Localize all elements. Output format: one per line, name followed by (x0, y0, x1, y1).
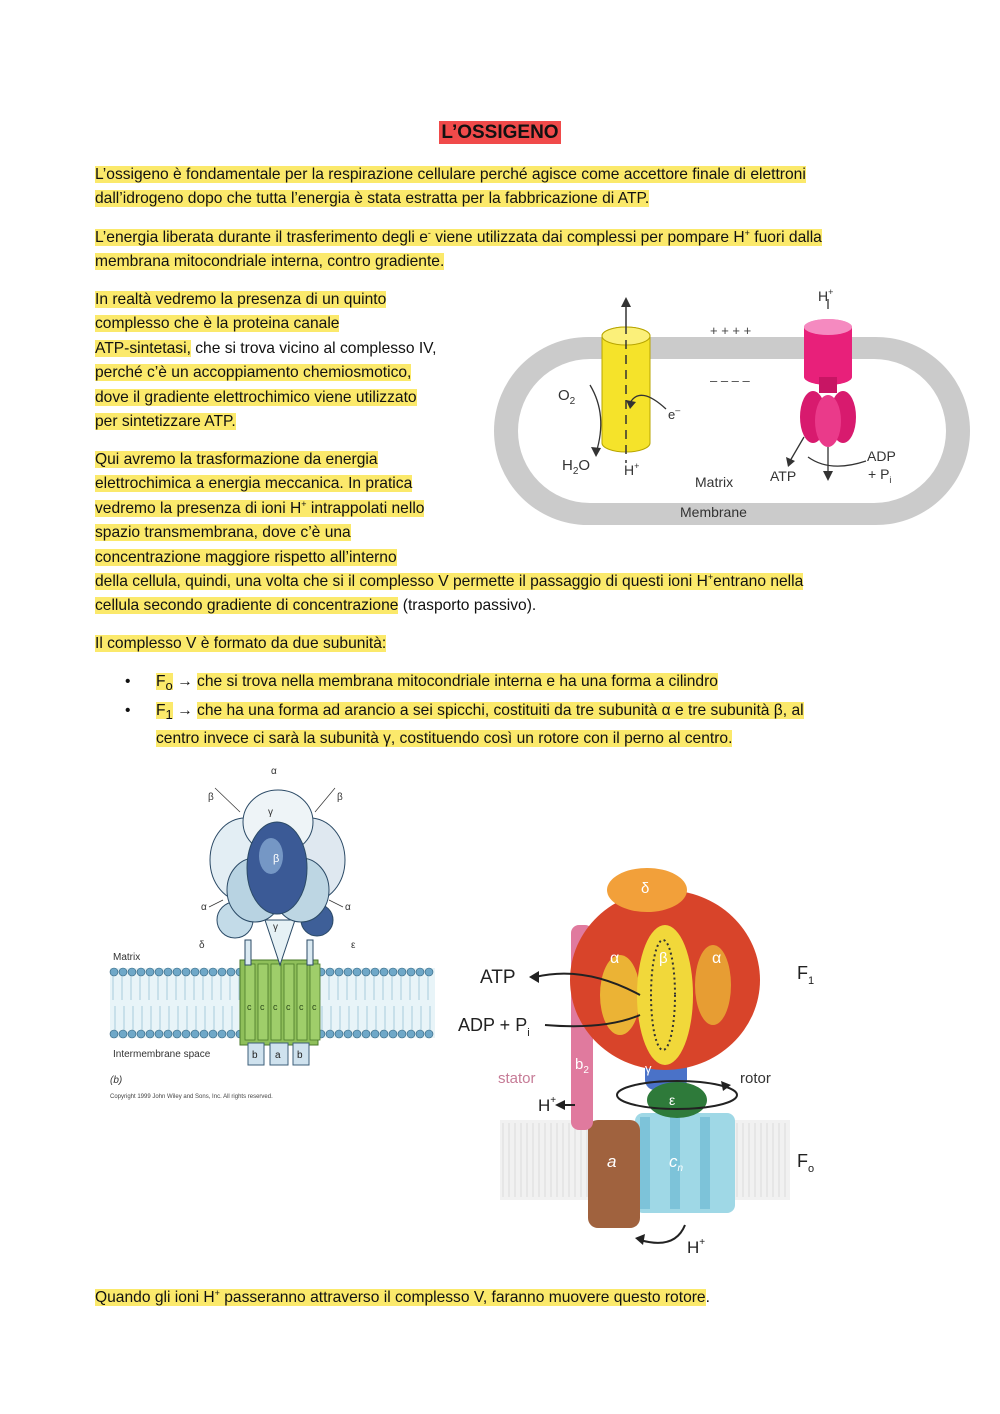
final-sup: + (214, 1287, 220, 1298)
p3-line-3a: ATP-sintetasi, (95, 339, 191, 357)
leader-line (215, 788, 240, 812)
title-text: L’OSSIGENO (441, 122, 559, 143)
lipid-head (425, 1030, 433, 1038)
p4-line-7b: (trasporto passivo). (398, 597, 537, 615)
beta-label-right: β (337, 792, 343, 803)
final-text-c: . (705, 1289, 710, 1306)
p4-line-4: spazio transmembrana, dove c’è una (95, 524, 351, 542)
lipid-head (164, 1030, 172, 1038)
lipid-head (344, 1030, 352, 1038)
lipid-head (137, 968, 145, 976)
lipid-head (335, 1030, 343, 1038)
b2-label: $b_2$ (575, 1056, 589, 1076)
arrowhead-icon (635, 1234, 645, 1245)
p5-text: Il complesso V è formato da due subunità: (95, 635, 387, 652)
beta-label-left: β (208, 792, 214, 803)
p4-line-1: Qui avremo la trasformazione da energia (95, 451, 378, 468)
lipid-head (398, 968, 406, 976)
copyright-text: Copyright 1999 John Wiley and Sons, Inc. All rights reserved. (110, 1094, 273, 1100)
lipid-head (362, 968, 370, 976)
lipid-head (416, 1030, 424, 1038)
lipid-head (371, 1030, 379, 1038)
lipid-head (407, 968, 415, 976)
rotor-label: rotor (740, 1070, 771, 1087)
alpha-label-2: α (712, 950, 722, 967)
list-item (95, 670, 875, 699)
h-out-label: H+ (538, 1095, 557, 1115)
leader-line (315, 788, 335, 812)
lipid-head (416, 968, 424, 976)
lipid-head (227, 968, 235, 976)
p3-line-6: per sintetizzare ATP. (95, 413, 236, 431)
lipid-head (209, 1030, 217, 1038)
cn-label: $c_n$ (669, 1152, 684, 1174)
fo-label: $F_o$ (797, 1151, 815, 1175)
p1-text-b: dall’idrogeno (95, 190, 184, 208)
bullet-text-2: centro invece ci sarà la subunità γ, costituendo così un rotore con il perno al centro. (156, 730, 733, 748)
bullet-subscript: 1 (165, 706, 173, 722)
leader-line (209, 900, 223, 907)
beta-subunit-left (600, 955, 640, 1035)
p1-text-a: L’ossigeno è fondamentale per la respirazione cellulare perché agisce come accettore finale di elettroni (95, 166, 806, 183)
matrix-label: Matrix (695, 474, 734, 490)
delta-label: δ (641, 880, 650, 897)
paragraph-3 (95, 288, 495, 434)
adp-label: ADP (867, 448, 896, 464)
lipid-head (110, 968, 118, 976)
b-label-2: b (297, 1050, 303, 1061)
lipid-head (155, 1030, 163, 1038)
a-label: a (275, 1050, 281, 1061)
bullet-text: che si trova nella membrana mitocondriale interna e ha una forma a cilindro (197, 673, 718, 690)
p4-line-6a: della cellula, (95, 573, 181, 591)
lipid-head (191, 968, 199, 976)
lipid-head (407, 1030, 415, 1038)
membrane-diagram (490, 285, 975, 530)
synthase-head-center (815, 395, 841, 447)
p4-line-2a: elettrochimica a energia meccanica. (95, 475, 344, 493)
h-in-label: H+ (687, 1237, 706, 1257)
h2o-label: $H_2O$ (562, 457, 591, 477)
pi-label: + $P_i$ (868, 466, 892, 485)
bullet-symbol: F (156, 673, 166, 690)
page-title (0, 122, 1000, 144)
gamma-label-low: γ (273, 922, 278, 933)
p1-text-c: dopo che tutta l’energia è stata estratta per la fabbricazione di ATP. (183, 190, 650, 208)
subunit-list (95, 670, 875, 751)
p4-line-6c: entrano nella (713, 573, 804, 591)
arrowhead-icon (721, 1081, 731, 1091)
p2-sup-1: - (427, 227, 431, 238)
p2-text-b: viene utilizzata dai complessi per pompare H (430, 229, 745, 246)
alpha-label-right: α (345, 902, 351, 913)
lipid-head (335, 968, 343, 976)
hplus-top-label: H+ (818, 287, 834, 304)
lipid-head (227, 1030, 235, 1038)
c-subunit-label: c (312, 1002, 317, 1012)
p3-line-1: In realtà vedremo la presenza di un quinto (95, 291, 387, 308)
p4-line-7a: cellula secondo gradiente di concentrazione (95, 597, 399, 615)
lipid-head (326, 968, 334, 976)
lipid-head (200, 1030, 208, 1038)
p3-line-2: complesso che è la proteina canale (95, 315, 340, 333)
p4-line-5: concentrazione maggiore rispetto all’interno (95, 548, 397, 566)
b-label-1: b (252, 1050, 258, 1061)
alpha-label-top: α (271, 766, 277, 777)
pink-synthase (804, 327, 852, 385)
atp-label: ATP (480, 967, 516, 988)
p4-line-6b: quindi, una volta che si il complesso V permette il passaggio di questi ioni H (180, 573, 708, 591)
lipid-head (173, 1030, 181, 1038)
c-subunit-label: c (286, 1002, 291, 1012)
c-helix (700, 1117, 710, 1209)
lipid-head (353, 968, 361, 976)
c-subunit-label: c (299, 1002, 304, 1012)
gamma-label: γ (645, 1061, 652, 1076)
a-label: a (607, 1152, 617, 1171)
intermembrane-label: Intermembrane space (113, 1049, 211, 1060)
matrix-label: Matrix (113, 952, 141, 963)
paragraph-5 (95, 632, 895, 656)
final-text-b: passeranno attraverso il complesso V, faranno muovere questo rotore (219, 1289, 706, 1306)
lipid-head (353, 1030, 361, 1038)
adp-label: ADP + $P_i$ (458, 1015, 530, 1039)
lipid-head (380, 1030, 388, 1038)
lipid-head (128, 968, 136, 976)
c-subunit-label: c (273, 1002, 278, 1012)
membrane-label: Membrane (680, 504, 747, 520)
lipid-head (119, 1030, 127, 1038)
lipid-head (119, 968, 127, 976)
c-subunit-label: c (247, 1002, 252, 1012)
p2-text-d: membrana mitocondriale interna, contro gradiente. (95, 253, 445, 271)
lipid-head (218, 1030, 226, 1038)
lipid-head (200, 968, 208, 976)
p4-line-2b: In pratica (343, 475, 413, 493)
beta-label: β (659, 950, 668, 967)
beta-subunit (637, 925, 693, 1065)
delta-label: δ (199, 940, 205, 951)
p2-sup-2: + (744, 227, 750, 238)
lipid-head (209, 968, 217, 976)
epsilon-label: ε (351, 940, 356, 951)
lipid-head (218, 968, 226, 976)
lipid-head (164, 968, 172, 976)
epsilon-label: ε (669, 1092, 676, 1108)
lipid-head (182, 968, 190, 976)
c-subunit-label: c (260, 1002, 265, 1012)
lipid-head (128, 1030, 136, 1038)
bullet-dot: • (125, 673, 131, 690)
bullet-symbol: F (156, 701, 166, 719)
lipid-head (146, 968, 154, 976)
lipid-head (173, 968, 181, 976)
alpha-label-1: α (610, 950, 620, 967)
figure-b-label: (b) (110, 1075, 123, 1086)
lipid-head (389, 1030, 397, 1038)
arrow-up-icon (621, 297, 631, 307)
bullet-arrow: → (172, 701, 198, 719)
lipid-head (425, 968, 433, 976)
plus-charges: + + + + (710, 323, 752, 338)
p3-line-5: dove il gradiente elettrochimico viene utilizzato (95, 388, 417, 406)
c-helix (640, 1117, 650, 1209)
p3-line-4: perché c’è un accoppiamento chemiosmotico, (95, 364, 412, 382)
lipid-head (191, 1030, 199, 1038)
p3-line-3b: che si trova vicino al complesso IV, (190, 339, 437, 357)
minus-charges: – – – – (710, 373, 750, 388)
bullet-arrow: → (172, 673, 198, 690)
f1-label: $F_1$ (797, 963, 815, 987)
synthase-stalk (819, 377, 837, 393)
p4-sup-6: + (707, 571, 714, 582)
lipid-head (344, 968, 352, 976)
lipid-head (362, 1030, 370, 1038)
leader-line (329, 900, 343, 907)
lipid-head (380, 968, 388, 976)
lipid-head (398, 1030, 406, 1038)
lipid-head (182, 1030, 190, 1038)
subunit-a-molecular (588, 1120, 640, 1228)
gamma-label-top: γ (268, 807, 273, 818)
list-item (95, 699, 875, 752)
atp-synthase-schematic (105, 760, 445, 1105)
lipid-head (326, 1030, 334, 1038)
paragraph-final (95, 1286, 895, 1310)
arrow-left-icon (529, 971, 539, 983)
synthase-top-cap (804, 319, 852, 335)
stator-label: stator (498, 1070, 536, 1087)
atp-label: ATP (770, 468, 797, 484)
p2-text-a: L’energia liberata durante il trasferimento degli e (95, 229, 428, 246)
bullet-text: che ha una forma ad arancio a sei spicchi, costituiti da tre subunità α e tre subunità β, al (197, 701, 804, 719)
lipid-head (389, 968, 397, 976)
paragraph-2 (95, 226, 905, 275)
p4-line-3a: vedremo la presenza di ioni H (95, 499, 302, 517)
lipid-head (371, 968, 379, 976)
beta-highlight (259, 838, 283, 874)
peripheral-stalk (245, 940, 251, 965)
rotor-epsilon (647, 1082, 707, 1118)
p2-text-c: fuori dalla (749, 229, 822, 246)
paragraph-1 (95, 163, 895, 212)
lipid-head (110, 1030, 118, 1038)
lipid-head (146, 1030, 154, 1038)
peripheral-stalk-2 (307, 940, 313, 965)
lipid-head (155, 968, 163, 976)
h-in-arrow (640, 1225, 685, 1243)
beta-label-center: β (273, 853, 280, 865)
gamma-stalk (265, 920, 295, 965)
p4-line-3b: intrappolati nello (306, 499, 425, 517)
p4-sup-3: + (301, 498, 307, 509)
final-text-a: Quando gli ioni H (95, 1289, 215, 1306)
hplus-bottom-label: H+ (624, 461, 640, 478)
bullet-dot: • (125, 701, 131, 719)
alpha-label-left: α (201, 902, 207, 913)
lipid-head (137, 1030, 145, 1038)
o2-label: $O_2$ (558, 387, 576, 407)
bullet-subscript: o (165, 678, 173, 694)
atp-synthase-molecular (455, 855, 830, 1265)
arrow-left-icon (555, 1100, 565, 1110)
electron-label: e– (668, 405, 681, 422)
